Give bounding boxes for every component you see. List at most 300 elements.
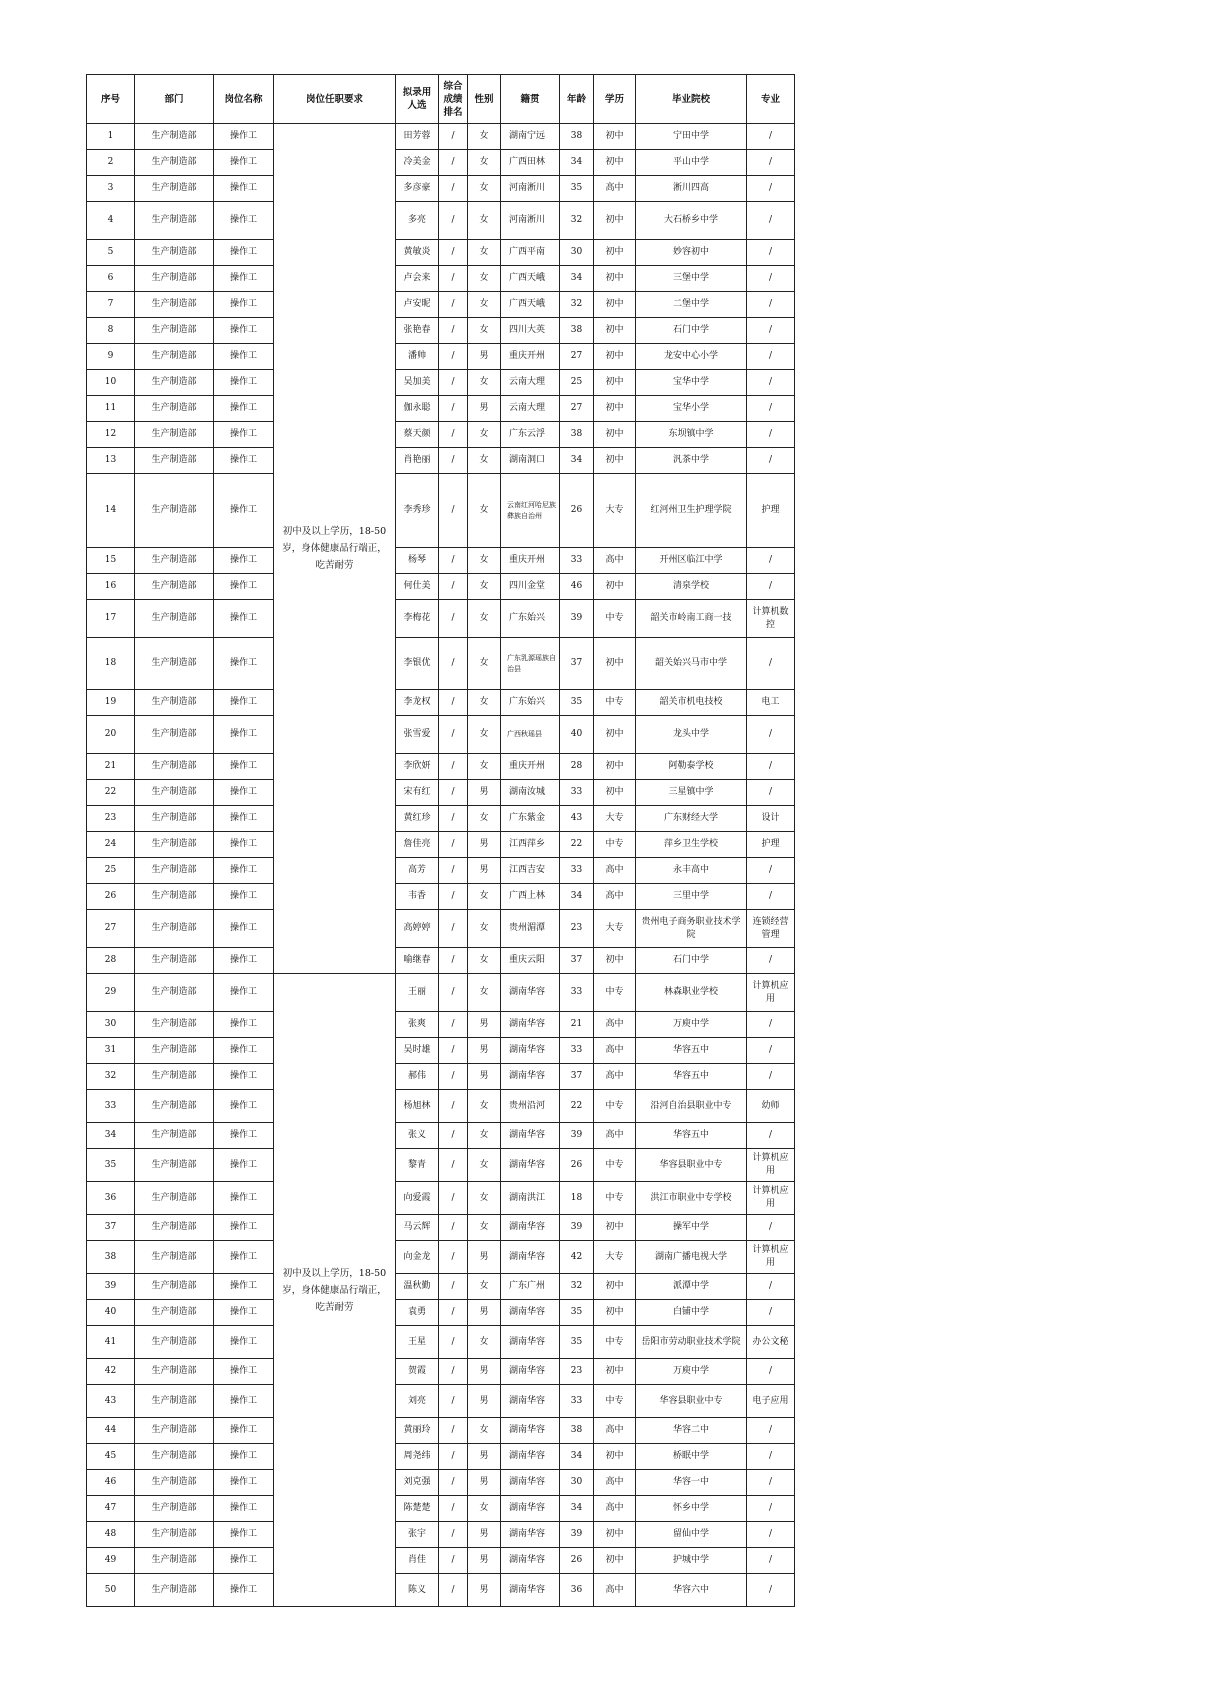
no-cell: 20	[87, 716, 135, 754]
dept-cell: 生产制造部	[135, 548, 214, 574]
name-cell: 刘克强	[396, 1470, 439, 1496]
origin-cell: 四川大英	[501, 318, 560, 344]
header-school: 毕业院校	[636, 75, 747, 124]
table-row	[87, 574, 795, 600]
age-cell: 32	[560, 1274, 594, 1300]
origin-cell: 湖南洞口	[501, 448, 560, 474]
post-cell: 操作工	[214, 948, 274, 974]
post-cell: 操作工	[214, 1444, 274, 1470]
dept-cell: 生产制造部	[135, 344, 214, 370]
edu-cell: 高中	[594, 1496, 636, 1522]
edu-cell: 初中	[594, 150, 636, 176]
school-cell: 华容县职业中专	[636, 1149, 747, 1182]
edu-cell: 初中	[594, 716, 636, 754]
table-row	[87, 318, 795, 344]
sex-cell: 女	[468, 1123, 501, 1149]
sex-cell: 女	[468, 1326, 501, 1359]
school-cell: 开州区临江中学	[636, 548, 747, 574]
age-cell: 37	[560, 948, 594, 974]
post-cell: 操作工	[214, 1123, 274, 1149]
age-cell: 21	[560, 1012, 594, 1038]
dept-cell: 生产制造部	[135, 124, 214, 150]
sex-cell: 男	[468, 1241, 501, 1274]
age-cell: 32	[560, 202, 594, 240]
rank-cell: /	[439, 1574, 468, 1607]
no-cell: 26	[87, 884, 135, 910]
post-cell: 操作工	[214, 806, 274, 832]
dept-cell: 生产制造部	[135, 832, 214, 858]
no-cell: 42	[87, 1359, 135, 1385]
edu-cell: 大专	[594, 474, 636, 548]
origin-cell: 湖南宁远	[501, 124, 560, 150]
sex-cell: 男	[468, 1548, 501, 1574]
age-cell: 37	[560, 1064, 594, 1090]
origin-cell: 广东乳源瑶族自治县	[501, 638, 560, 690]
major-cell: 计算机应用	[747, 1182, 795, 1215]
no-cell: 33	[87, 1090, 135, 1123]
post-cell: 操作工	[214, 1359, 274, 1385]
name-cell: 韦香	[396, 884, 439, 910]
rank-cell: /	[439, 1241, 468, 1274]
table-row	[87, 1090, 795, 1123]
name-cell: 李龙权	[396, 690, 439, 716]
post-cell: 操作工	[214, 124, 274, 150]
table-row	[87, 910, 795, 948]
no-cell: 35	[87, 1149, 135, 1182]
origin-cell: 湖南华容	[501, 974, 560, 1012]
sex-cell: 女	[468, 318, 501, 344]
rank-cell: /	[439, 832, 468, 858]
post-cell: 操作工	[214, 780, 274, 806]
name-cell: 黄丽玲	[396, 1418, 439, 1444]
dept-cell: 生产制造部	[135, 474, 214, 548]
no-cell: 39	[87, 1274, 135, 1300]
age-cell: 39	[560, 1215, 594, 1241]
origin-cell: 广西田林	[501, 150, 560, 176]
header-requirement: 岗位任职要求	[274, 75, 396, 124]
post-cell: 操作工	[214, 448, 274, 474]
major-cell: /	[747, 948, 795, 974]
dept-cell: 生产制造部	[135, 1215, 214, 1241]
no-cell: 45	[87, 1444, 135, 1470]
table-row	[87, 1522, 795, 1548]
no-cell: 32	[87, 1064, 135, 1090]
origin-cell: 云南大理	[501, 370, 560, 396]
age-cell: 26	[560, 1548, 594, 1574]
table-row	[87, 422, 795, 448]
edu-cell: 大专	[594, 806, 636, 832]
rank-cell: /	[439, 124, 468, 150]
age-cell: 39	[560, 1123, 594, 1149]
school-cell: 永丰高中	[636, 858, 747, 884]
no-cell: 9	[87, 344, 135, 370]
table-row	[87, 1274, 795, 1300]
dept-cell: 生产制造部	[135, 1182, 214, 1215]
school-cell: 留仙中学	[636, 1522, 747, 1548]
name-cell: 陈义	[396, 1574, 439, 1607]
post-cell: 操作工	[214, 1470, 274, 1496]
major-cell: 护理	[747, 474, 795, 548]
recruitment-table	[86, 74, 795, 1607]
rank-cell: /	[439, 1496, 468, 1522]
no-cell: 21	[87, 754, 135, 780]
no-cell: 30	[87, 1012, 135, 1038]
no-cell: 38	[87, 1241, 135, 1274]
major-cell: /	[747, 318, 795, 344]
sex-cell: 女	[468, 690, 501, 716]
major-cell: /	[747, 1300, 795, 1326]
rank-cell: /	[439, 1359, 468, 1385]
origin-cell: 湖南华容	[501, 1548, 560, 1574]
no-cell: 1	[87, 124, 135, 150]
origin-cell: 湖南华容	[501, 1064, 560, 1090]
major-cell: /	[747, 1274, 795, 1300]
sex-cell: 女	[468, 1496, 501, 1522]
edu-cell: 高中	[594, 1574, 636, 1607]
major-cell: /	[747, 396, 795, 422]
table-row	[87, 1300, 795, 1326]
origin-cell: 湖南华容	[501, 1444, 560, 1470]
rank-cell: /	[439, 1182, 468, 1215]
table-row	[87, 1385, 795, 1418]
no-cell: 16	[87, 574, 135, 600]
age-cell: 22	[560, 1090, 594, 1123]
post-cell: 操作工	[214, 716, 274, 754]
sex-cell: 女	[468, 806, 501, 832]
table-row	[87, 716, 795, 754]
no-cell: 11	[87, 396, 135, 422]
major-cell: /	[747, 1574, 795, 1607]
school-cell: 怀乡中学	[636, 1496, 747, 1522]
school-cell: 华容县职业中专	[636, 1385, 747, 1418]
origin-cell: 广东广州	[501, 1274, 560, 1300]
post-cell: 操作工	[214, 176, 274, 202]
edu-cell: 中专	[594, 832, 636, 858]
major-cell: /	[747, 370, 795, 396]
name-cell: 蔡天颜	[396, 422, 439, 448]
age-cell: 40	[560, 716, 594, 754]
no-cell: 12	[87, 422, 135, 448]
post-cell: 操作工	[214, 422, 274, 448]
major-cell: /	[747, 176, 795, 202]
major-cell: 计算机应用	[747, 1149, 795, 1182]
table-row	[87, 754, 795, 780]
origin-cell: 湖南华容	[501, 1300, 560, 1326]
table-row	[87, 370, 795, 396]
post-cell: 操作工	[214, 1574, 274, 1607]
name-cell: 何仕美	[396, 574, 439, 600]
origin-cell: 河南淅川	[501, 202, 560, 240]
origin-cell: 广西天峨	[501, 292, 560, 318]
dept-cell: 生产制造部	[135, 1241, 214, 1274]
rank-cell: /	[439, 176, 468, 202]
school-cell: 三里中学	[636, 884, 747, 910]
rank-cell: /	[439, 292, 468, 318]
edu-cell: 高中	[594, 1038, 636, 1064]
school-cell: 沿河自治县职业中专	[636, 1090, 747, 1123]
age-cell: 46	[560, 574, 594, 600]
no-cell: 41	[87, 1326, 135, 1359]
school-cell: 护城中学	[636, 1548, 747, 1574]
major-cell: /	[747, 1444, 795, 1470]
age-cell: 33	[560, 1385, 594, 1418]
no-cell: 29	[87, 974, 135, 1012]
post-cell: 操作工	[214, 1418, 274, 1444]
school-cell: 韶关市岭南工商一技	[636, 600, 747, 638]
name-cell: 温秋勤	[396, 1274, 439, 1300]
rank-cell: /	[439, 474, 468, 548]
table-row	[87, 1496, 795, 1522]
post-cell: 操作工	[214, 396, 274, 422]
post-cell: 操作工	[214, 1548, 274, 1574]
major-cell: 连锁经营管理	[747, 910, 795, 948]
school-cell: 贵州电子商务职业技术学院	[636, 910, 747, 948]
rank-cell: /	[439, 638, 468, 690]
header-origin: 籍贯	[501, 75, 560, 124]
table-row	[87, 780, 795, 806]
rank-cell: /	[439, 574, 468, 600]
major-cell: /	[747, 754, 795, 780]
table-row	[87, 1418, 795, 1444]
school-cell: 萍乡卫生学校	[636, 832, 747, 858]
major-cell: /	[747, 1012, 795, 1038]
edu-cell: 初中	[594, 292, 636, 318]
dept-cell: 生产制造部	[135, 574, 214, 600]
no-cell: 18	[87, 638, 135, 690]
table-row	[87, 690, 795, 716]
rank-cell: /	[439, 1274, 468, 1300]
origin-cell: 重庆开州	[501, 548, 560, 574]
no-cell: 3	[87, 176, 135, 202]
table-row	[87, 1149, 795, 1182]
rank-cell: /	[439, 1548, 468, 1574]
rank-cell: /	[439, 1038, 468, 1064]
age-cell: 25	[560, 370, 594, 396]
header-post: 岗位名称	[214, 75, 274, 124]
name-cell: 宋有红	[396, 780, 439, 806]
sex-cell: 女	[468, 474, 501, 548]
edu-cell: 高中	[594, 1123, 636, 1149]
sex-cell: 男	[468, 1300, 501, 1326]
no-cell: 17	[87, 600, 135, 638]
age-cell: 30	[560, 1470, 594, 1496]
dept-cell: 生产制造部	[135, 910, 214, 948]
rank-cell: /	[439, 344, 468, 370]
dept-cell: 生产制造部	[135, 1574, 214, 1607]
table-row	[87, 974, 795, 1012]
dept-cell: 生产制造部	[135, 1300, 214, 1326]
edu-cell: 中专	[594, 974, 636, 1012]
edu-cell: 大专	[594, 910, 636, 948]
dept-cell: 生产制造部	[135, 1090, 214, 1123]
school-cell: 淅川四高	[636, 176, 747, 202]
name-cell: 肖艳丽	[396, 448, 439, 474]
major-cell: /	[747, 266, 795, 292]
major-cell: /	[747, 448, 795, 474]
major-cell: /	[747, 292, 795, 318]
major-cell: /	[747, 344, 795, 370]
edu-cell: 高中	[594, 1418, 636, 1444]
name-cell: 潘帅	[396, 344, 439, 370]
post-cell: 操作工	[214, 266, 274, 292]
origin-cell: 湖南华容	[501, 1574, 560, 1607]
sex-cell: 女	[468, 1090, 501, 1123]
name-cell: 喻继春	[396, 948, 439, 974]
post-cell: 操作工	[214, 574, 274, 600]
dept-cell: 生产制造部	[135, 292, 214, 318]
school-cell: 龙头中学	[636, 716, 747, 754]
edu-cell: 初中	[594, 1300, 636, 1326]
no-cell: 40	[87, 1300, 135, 1326]
origin-cell: 湖南洪江	[501, 1182, 560, 1215]
age-cell: 38	[560, 318, 594, 344]
origin-cell: 广东始兴	[501, 600, 560, 638]
origin-cell: 湖南华容	[501, 1470, 560, 1496]
edu-cell: 高中	[594, 858, 636, 884]
origin-cell: 广东云浮	[501, 422, 560, 448]
sex-cell: 女	[468, 124, 501, 150]
major-cell: /	[747, 1522, 795, 1548]
age-cell: 35	[560, 690, 594, 716]
age-cell: 26	[560, 474, 594, 548]
sex-cell: 女	[468, 600, 501, 638]
rank-cell: /	[439, 150, 468, 176]
age-cell: 27	[560, 344, 594, 370]
origin-cell: 湖南华容	[501, 1123, 560, 1149]
post-cell: 操作工	[214, 910, 274, 948]
post-cell: 操作工	[214, 832, 274, 858]
school-cell: 红河州卫生护理学院	[636, 474, 747, 548]
post-cell: 操作工	[214, 858, 274, 884]
major-cell: /	[747, 1548, 795, 1574]
name-cell: 陈楚楚	[396, 1496, 439, 1522]
origin-cell: 湖南汝城	[501, 780, 560, 806]
age-cell: 34	[560, 1496, 594, 1522]
age-cell: 38	[560, 1418, 594, 1444]
major-cell: /	[747, 1470, 795, 1496]
post-cell: 操作工	[214, 370, 274, 396]
table-row	[87, 448, 795, 474]
rank-cell: /	[439, 370, 468, 396]
school-cell: 派潭中学	[636, 1274, 747, 1300]
major-cell: /	[747, 780, 795, 806]
school-cell: 广东财经大学	[636, 806, 747, 832]
origin-cell: 湖南华容	[501, 1326, 560, 1359]
origin-cell: 广东始兴	[501, 690, 560, 716]
no-cell: 25	[87, 858, 135, 884]
table-row	[87, 344, 795, 370]
dept-cell: 生产制造部	[135, 1274, 214, 1300]
sex-cell: 女	[468, 202, 501, 240]
name-cell: 张雪爱	[396, 716, 439, 754]
dept-cell: 生产制造部	[135, 266, 214, 292]
origin-cell: 湖南华容	[501, 1149, 560, 1182]
no-cell: 13	[87, 448, 135, 474]
age-cell: 22	[560, 832, 594, 858]
dept-cell: 生产制造部	[135, 1064, 214, 1090]
post-cell: 操作工	[214, 1038, 274, 1064]
dept-cell: 生产制造部	[135, 448, 214, 474]
name-cell: 多亮	[396, 202, 439, 240]
dept-cell: 生产制造部	[135, 1149, 214, 1182]
name-cell: 张爽	[396, 1012, 439, 1038]
edu-cell: 初中	[594, 124, 636, 150]
origin-cell: 云南大理	[501, 396, 560, 422]
sex-cell: 男	[468, 1038, 501, 1064]
post-cell: 操作工	[214, 1215, 274, 1241]
origin-cell: 四川金堂	[501, 574, 560, 600]
rank-cell: /	[439, 1385, 468, 1418]
edu-cell: 初中	[594, 202, 636, 240]
age-cell: 34	[560, 1444, 594, 1470]
table-row	[87, 1038, 795, 1064]
rank-cell: /	[439, 202, 468, 240]
major-cell: /	[747, 1359, 795, 1385]
origin-cell: 广西上林	[501, 884, 560, 910]
age-cell: 38	[560, 124, 594, 150]
name-cell: 卢会来	[396, 266, 439, 292]
edu-cell: 中专	[594, 1149, 636, 1182]
table-row	[87, 1326, 795, 1359]
rank-cell: /	[439, 910, 468, 948]
school-cell: 大石桥乡中学	[636, 202, 747, 240]
sex-cell: 女	[468, 422, 501, 448]
table-row	[87, 806, 795, 832]
header-major: 专业	[747, 75, 795, 124]
edu-cell: 中专	[594, 1182, 636, 1215]
edu-cell: 高中	[594, 1064, 636, 1090]
table-row	[87, 600, 795, 638]
sex-cell: 女	[468, 1149, 501, 1182]
no-cell: 36	[87, 1182, 135, 1215]
rank-cell: /	[439, 1470, 468, 1496]
table-row	[87, 1241, 795, 1274]
rank-cell: /	[439, 240, 468, 266]
major-cell: /	[747, 858, 795, 884]
edu-cell: 初中	[594, 344, 636, 370]
age-cell: 30	[560, 240, 594, 266]
no-cell: 34	[87, 1123, 135, 1149]
name-cell: 冷美金	[396, 150, 439, 176]
dept-cell: 生产制造部	[135, 1012, 214, 1038]
name-cell: 李银优	[396, 638, 439, 690]
no-cell: 14	[87, 474, 135, 548]
edu-cell: 初中	[594, 266, 636, 292]
table-row	[87, 266, 795, 292]
school-cell: 宁田中学	[636, 124, 747, 150]
dept-cell: 生产制造部	[135, 780, 214, 806]
name-cell: 李梅花	[396, 600, 439, 638]
rank-cell: /	[439, 1064, 468, 1090]
origin-cell: 河南淅川	[501, 176, 560, 202]
name-cell: 王星	[396, 1326, 439, 1359]
requirement-cell: 初中及以上学历，18-50岁，身体健康品行端正，吃苦耐劳	[274, 974, 396, 1607]
age-cell: 42	[560, 1241, 594, 1274]
name-cell: 郝伟	[396, 1064, 439, 1090]
rank-cell: /	[439, 266, 468, 292]
school-cell: 宝华小学	[636, 396, 747, 422]
name-cell: 周尧纬	[396, 1444, 439, 1470]
post-cell: 操作工	[214, 974, 274, 1012]
no-cell: 27	[87, 910, 135, 948]
age-cell: 35	[560, 1300, 594, 1326]
name-cell: 刘亮	[396, 1385, 439, 1418]
school-cell: 二堡中学	[636, 292, 747, 318]
dept-cell: 生产制造部	[135, 1385, 214, 1418]
dept-cell: 生产制造部	[135, 1418, 214, 1444]
origin-cell: 江西萍乡	[501, 832, 560, 858]
edu-cell: 高中	[594, 1012, 636, 1038]
